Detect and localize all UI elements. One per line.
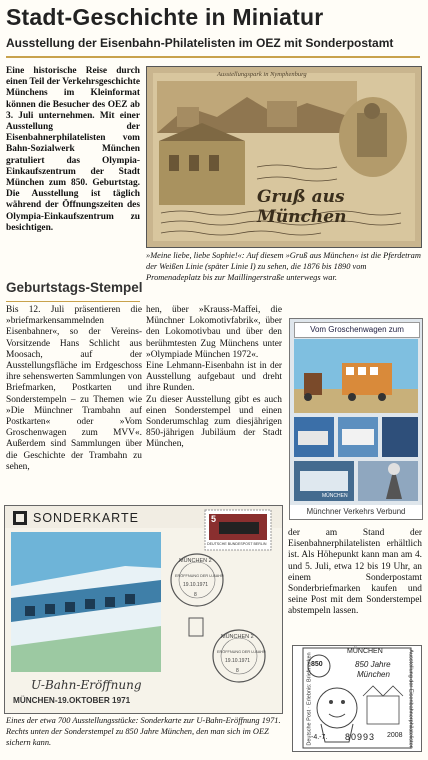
divider — [6, 301, 140, 302]
historic-postcard-image — [146, 66, 422, 248]
card-date-line: MÜNCHEN-19.OKTOBER 1971 — [13, 696, 131, 705]
card-ubahn-line: U-Bahn-Eröffnung — [31, 678, 142, 692]
postmark-2-num: 8 — [236, 668, 239, 674]
postmark-city: MÜNCHEN — [347, 648, 383, 655]
postmark-2-text: ERÖFFNUNG DER U-BAHN — [217, 650, 266, 654]
postmark-side-right: Ausstellung der Eisenbahnerphilatelisten — [407, 649, 414, 749]
postmark-postcode: 80993 — [345, 732, 376, 742]
stamp-value: 5 — [211, 514, 217, 524]
postmark-1-date: 19.10.1971 — [183, 582, 209, 588]
card-title: SONDERKARTE — [33, 511, 139, 525]
mvv-collage-image — [289, 318, 423, 520]
postmark-2-date: 19.10.1971 — [225, 658, 251, 664]
postmark-year: 2008 — [387, 732, 403, 739]
postcard-gruss-text: Gruß aus München — [257, 187, 347, 227]
stamp-text: DEUTSCHE BUNDESPOST BERLIN — [207, 542, 267, 546]
collage-bottom-banner: Münchner Verkehrs Verbund — [290, 505, 422, 519]
postmark-1-num: 8 — [194, 592, 197, 598]
collage-illustration — [290, 339, 422, 519]
divider — [6, 56, 420, 58]
postmark-date: -4.-7. — [311, 734, 328, 741]
paragraph: hen, über »Krauss-Maffei, die Münchner Lokomotivfabrik«, über den Lokomotivbau und über den berühmtesten Zug Münchens unter »Olympiade München 1972«. — [146, 305, 282, 360]
article-column-1: Bis 12. Juli präsentieren die »briefmarkensammelnden Eisenbahner«, so der Vereins-Vorsitzende Hans Schlicht aus Moosach, auf der Ausstellungsfläche im Erdgeschoss ihre sehenswerten Sammlungen von Briefmarken, Postkarten und Sonderstempeln – zu Themen wie »Die Münchner Trambahn auf Postkarten« oder »Vom Groschenwagen zum MVV«. Außerdem sind Sammlungen über die Geschichte der Trambahn zu sehen, — [6, 305, 142, 472]
postmark-side-left: Deutsche Post · Erlebnis: Briefmarken — [306, 652, 313, 746]
postmark-1-text: ERÖFFNUNG DER U-BAHN — [175, 574, 224, 578]
photo-caption-1: »Meine liebe, liebe Sophie!«: Auf diesem »Gruß aus München« ist die Pferdetram der Weißen Linie (später Linie I) zu sehen, die 1876 bis 1890 vom Promenadeplatz bis zur Maillingerstraße unterwegs war. — [146, 251, 421, 282]
article-column-3: der am Stand der Eisenbahnerphilatelisten erhältlich ist. Als Höhepunkt kann man am 4. und 5. Juli, etwa 12 bis 19 Uhr, an einem Sonderpostamt Sonderbriefmarken kaufen und seine Post mit dem Sonderstempel abstempeln lassen. — [288, 528, 422, 617]
lead-paragraph: Eine historische Reise durch einen Teil der Verkehrsgeschichte Münchens im Kleinformat können die Besucher des OEZ ab 3. Juli unternehmen. Mit einer Ausstellung der Eisenbahnerphilatelisten vom Bahn-Sozialwerk München gratuliert das Olympia-Einkaufszentrum der Stadt München zum 850. Geburtstag. Die Ausstellung ist täglich während der Öffnungszeiten des Olympia-Einkaufszentrum zu besichtigen. — [6, 66, 140, 233]
postmark-label-1: 850 Jahre — [355, 660, 391, 669]
postmark-850-image — [292, 645, 422, 752]
postmark-2-city: MÜNCHEN 2 — [221, 634, 254, 640]
section-heading: Geburtstags-Stempel — [6, 280, 143, 295]
paragraph: Eine Lehmann-Eisenbahn ist in der Ausstellung aufgebaut und dreht ihre Runden. — [146, 361, 282, 394]
paragraph: Zu dieser Ausstellung gibt es auch einen Sonderstempel und einen Sonderumschlag zum diesjährigen 850-jährigen Jubiläum der Stadt München, — [146, 394, 282, 450]
postmark-badge: 850 — [311, 661, 323, 668]
photo-caption-2: Eines der etwa 700 Ausstellungsstücke: Sonderkarte zur U-Bahn-Eröffnung 1971. Rechts unten der Sonderstempel zu 850 Jahre München, den man sich im OEZ sichern kann. — [6, 716, 281, 747]
collage-mini-text: MÜNCHEN — [322, 493, 348, 499]
postcard-top-text: Ausstellungspark in Nymphenburg — [217, 71, 307, 78]
collage-top-banner: Vom Groschenwagen zum — [294, 322, 420, 338]
postmark-1-city: MÜNCHEN 2 — [179, 558, 212, 564]
article-title: Stadt-Geschichte in Miniatur — [6, 4, 324, 30]
postmark-label-2: München — [357, 670, 390, 679]
article-column-2 — [146, 305, 282, 451]
sonderkarte-image — [4, 505, 283, 714]
article-subtitle: Ausstellung der Eisenbahn-Philatelisten im OEZ mit Sonderpostamt — [6, 36, 394, 50]
